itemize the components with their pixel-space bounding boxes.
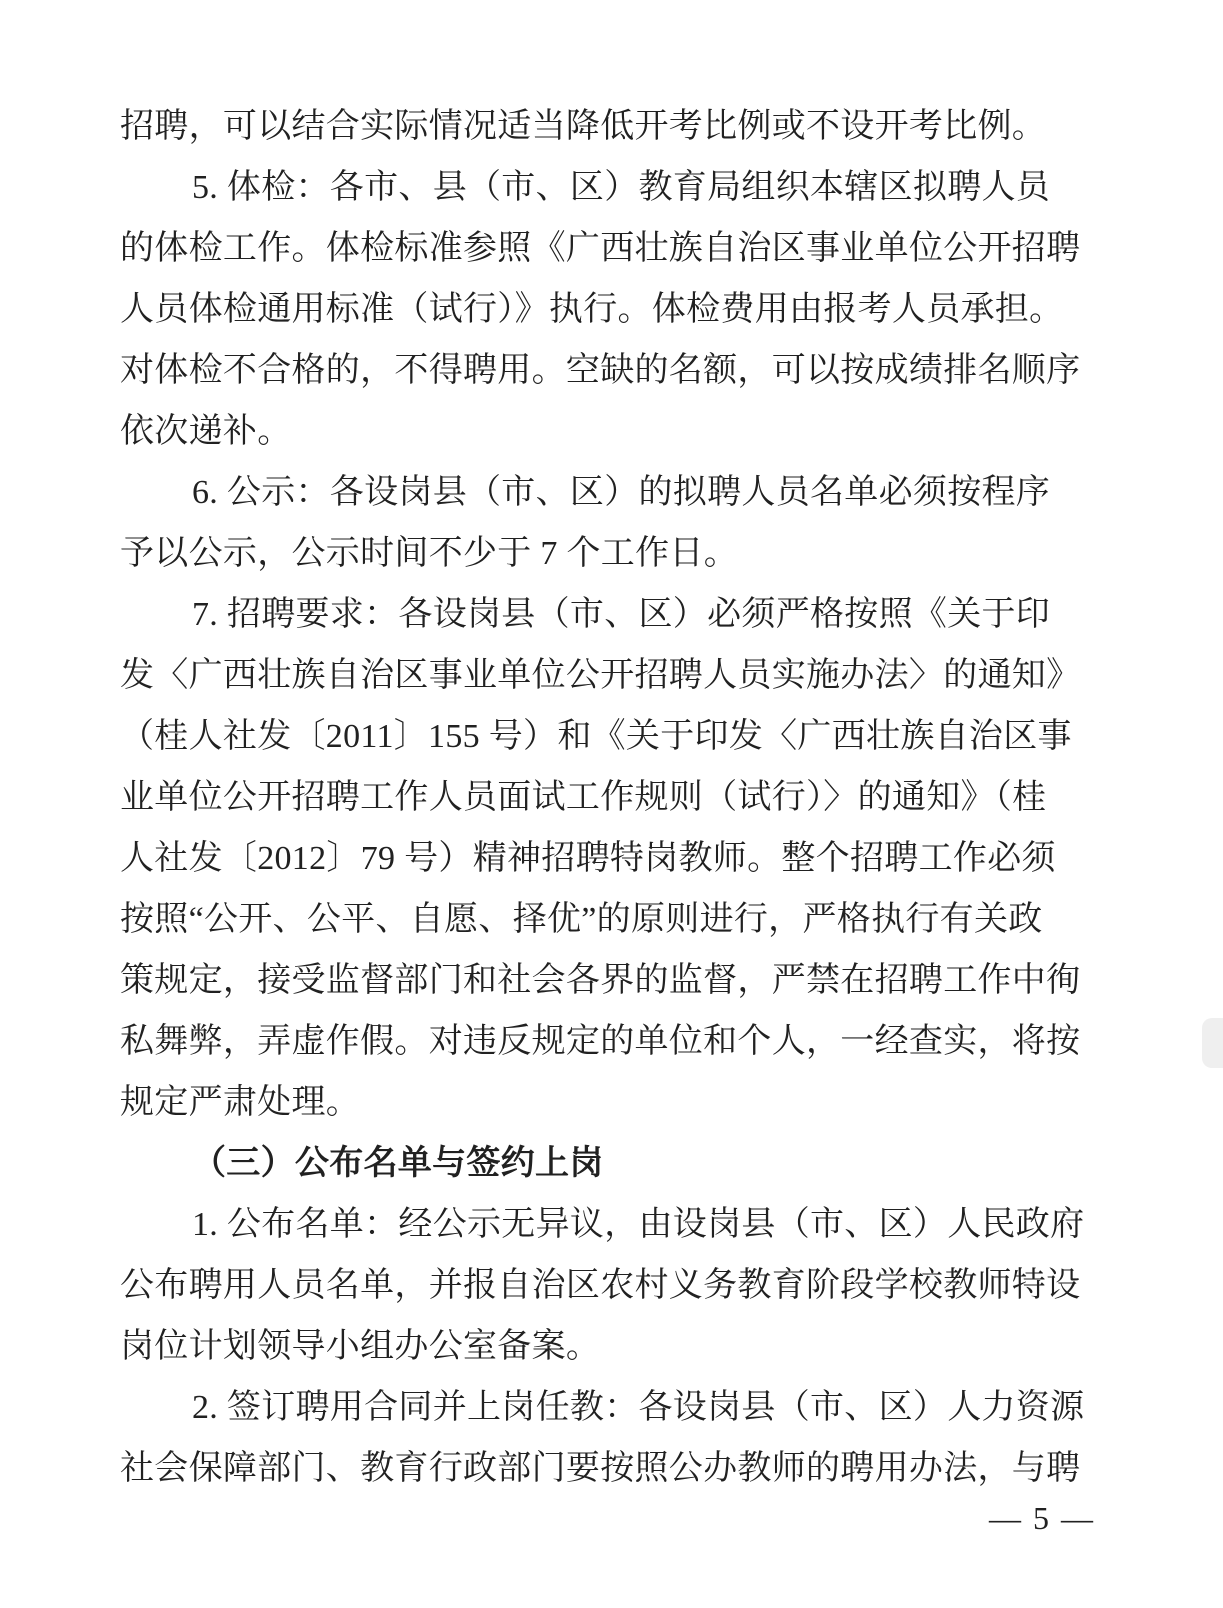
scrollbar-thumb[interactable] [1202, 1018, 1223, 1068]
text-line: 依次递补。 [120, 413, 292, 450]
document-body [120, 96, 1085, 1499]
text-line: 2. 签订聘用合同并上岗任教：各设岗县（市、区）人力资源 [192, 1389, 1085, 1426]
text-line: 规定严肃处理。 [120, 1084, 361, 1121]
text-line: 的体检工作。体检标准参照《广西壮族自治区事业单位公开招聘 [120, 230, 1081, 267]
text-line: 予以公示，公示时间不少于 7 个工作日。 [120, 535, 738, 572]
text-line: 人员体检通用标准（试行）》执行。体检费用由报考人员承担。 [120, 291, 1064, 328]
text-line: 发〈广西壮族自治区事业单位公开招聘人员实施办法〉的通知》 [120, 657, 1081, 694]
text-line: 业单位公开招聘工作人员面试工作规则（试行）〉的通知》（桂 [120, 779, 1047, 816]
text-line: 5. 体检：各市、县（市、区）教育局组织本辖区拟聘人员 [192, 169, 1051, 206]
text-line: 人社发〔2012〕79 号）精神招聘特岗教师。整个招聘工作必须 [120, 840, 1056, 877]
text-line: 按照“公开、公平、自愿、择优”的原则进行，严格执行有关政 [120, 901, 1043, 938]
text-line: 对体检不合格的，不得聘用。空缺的名额，可以按成绩排名顺序 [120, 352, 1081, 389]
text-line: 6. 公示：各设岗县（市、区）的拟聘人员名单必须按程序 [192, 474, 1051, 511]
text-line: （桂人社发〔2011〕155 号）和《关于印发〈广西壮族自治区事 [120, 718, 1072, 755]
text-line: 岗位计划领导小组办公室备案。 [120, 1328, 601, 1365]
text-line: 策规定，接受监督部门和社会各界的监督，严禁在招聘工作中徇 [120, 962, 1081, 999]
section-heading: （三）公布名单与签约上岗 [192, 1145, 604, 1182]
text-line: 私舞弊，弄虚作假。对违反规定的单位和个人，一经查实，将按 [120, 1023, 1081, 1060]
text-line: 社会保障部门、教育行政部门要按照公办教师的聘用办法，与聘 [120, 1450, 1081, 1487]
text-line: 招聘，可以结合实际情况适当降低开考比例或不设开考比例。 [120, 108, 1047, 145]
page-number: — 5 — [989, 1500, 1095, 1536]
text-line: 公布聘用人员名单，并报自治区农村义务教育阶段学校教师特设 [120, 1267, 1081, 1304]
text-line: 7. 招聘要求：各设岗县（市、区）必须严格按照《关于印 [192, 596, 1051, 633]
text-line: 1. 公布名单：经公示无异议，由设岗县（市、区）人民政府 [192, 1206, 1085, 1243]
